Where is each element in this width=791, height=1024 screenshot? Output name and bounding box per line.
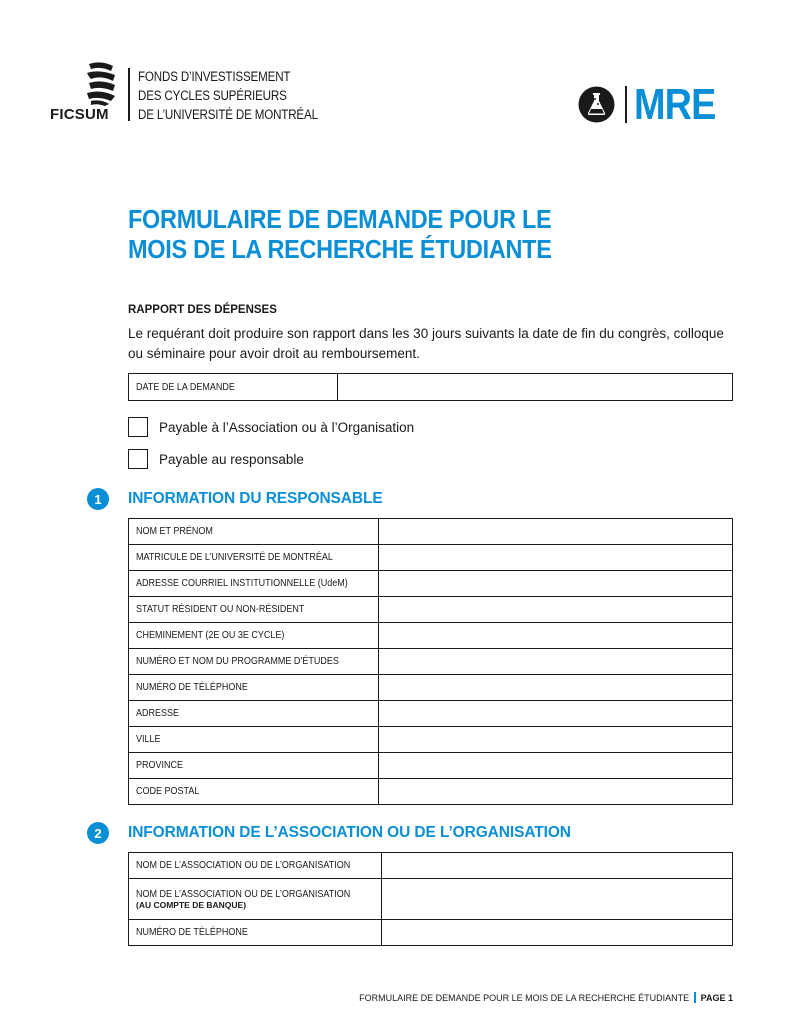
city-input[interactable] bbox=[379, 727, 733, 753]
field-label: NOM DE L’ASSOCIATION OU DE L’ORGANISATION bbox=[129, 853, 382, 879]
date-input[interactable] bbox=[337, 374, 732, 401]
page-title-line: FORMULAIRE DE DEMANDE POUR LE bbox=[128, 206, 552, 234]
page-title bbox=[128, 205, 552, 265]
field-label: STATUT RÉSIDENT OU NON-RÉSIDENT bbox=[129, 597, 379, 623]
table-row bbox=[129, 727, 733, 753]
fund-name bbox=[138, 67, 318, 124]
field-label: MATRICULE DE L’UNIVERSITÉ DE MONTRÉAL bbox=[129, 545, 379, 571]
flask-badge-icon bbox=[578, 86, 615, 123]
section-number-badge: 1 bbox=[87, 488, 109, 510]
field-label: NOM ET PRÉNOM bbox=[129, 519, 379, 545]
checkbox-label: Payable au responsable bbox=[159, 451, 304, 467]
residency-status-input[interactable] bbox=[379, 597, 733, 623]
field-label: CHEMINEMENT (2E OU 3E CYCLE) bbox=[129, 623, 379, 649]
field-label: ADRESSE bbox=[129, 701, 379, 727]
table-row bbox=[129, 920, 733, 946]
table-row bbox=[129, 879, 733, 920]
page-footer bbox=[359, 992, 733, 1003]
report-intro: Le requérant doit produire son rapport dans les 30 jours suivants la date de fin du congrès, colloque ou séminaire pour avoir droit au remboursement. bbox=[128, 326, 724, 361]
section-title: INFORMATION DU RESPONSABLE bbox=[128, 490, 383, 507]
ficsum-s-logo-icon bbox=[83, 62, 119, 106]
page-title-line: MOIS DE LA RECHERCHE ÉTUDIANTE bbox=[128, 236, 552, 264]
report-heading: RAPPORT DES DÉPENSES bbox=[128, 304, 277, 316]
checkbox[interactable] bbox=[128, 449, 148, 469]
page-number: PAGE 1 bbox=[700, 992, 733, 1003]
section-number-badge: 2 bbox=[87, 822, 109, 844]
phone-input[interactable] bbox=[379, 675, 733, 701]
province-input[interactable] bbox=[379, 753, 733, 779]
field-label: NOM DE L’ASSOCIATION OU DE L’ORGANISATION (AU COMPTE DE BANQUE) bbox=[129, 879, 382, 920]
field-note: (AU COMPTE DE BANQUE) bbox=[136, 899, 247, 910]
cycle-input[interactable] bbox=[379, 623, 733, 649]
organization-name-input[interactable] bbox=[382, 853, 733, 879]
checkbox-label: Payable à l’Association ou à l’Organisation bbox=[159, 419, 415, 435]
ficsum-wordmark: FICSUM bbox=[50, 106, 109, 123]
field-label: NUMÉRO ET NOM DU PROGRAMME D’ÉTUDES bbox=[129, 649, 379, 675]
fund-name-line: FONDS D’INVESTISSEMENT bbox=[138, 69, 291, 84]
table-row bbox=[129, 675, 733, 701]
table-row bbox=[129, 519, 733, 545]
table-row bbox=[129, 597, 733, 623]
table-row bbox=[129, 545, 733, 571]
student-id-input[interactable] bbox=[379, 545, 733, 571]
table-row bbox=[129, 571, 733, 597]
header-divider bbox=[128, 68, 130, 121]
organization-phone-input[interactable] bbox=[382, 920, 733, 946]
name-input[interactable] bbox=[379, 519, 733, 545]
field-label: VILLE bbox=[129, 727, 379, 753]
payment-option-association[interactable] bbox=[128, 417, 414, 437]
field-label: CODE POSTAL bbox=[129, 779, 379, 805]
footer-text: FORMULAIRE DE DEMANDE POUR LE MOIS DE LA RECHERCHE ÉTUDIANTE bbox=[359, 992, 690, 1003]
section-title: INFORMATION DE L’ASSOCIATION OU DE L’ORGANISATION bbox=[128, 824, 571, 841]
section-2-header bbox=[87, 822, 571, 844]
table-row bbox=[129, 701, 733, 727]
program-input[interactable] bbox=[379, 649, 733, 675]
field-label: DATE DE LA DEMANDE bbox=[129, 374, 338, 401]
field-label: PROVINCE bbox=[129, 753, 379, 779]
table-row bbox=[129, 623, 733, 649]
footer-divider bbox=[694, 992, 696, 1003]
mre-logo-text: MRE bbox=[634, 80, 716, 129]
field-label: NUMÉRO DE TÉLÉPHONE bbox=[129, 675, 379, 701]
field-label: ADRESSE COURRIEL INSTITUTIONNELLE (UdeM) bbox=[129, 571, 379, 597]
responsible-info-table bbox=[128, 518, 733, 805]
table-row bbox=[129, 753, 733, 779]
address-input[interactable] bbox=[379, 701, 733, 727]
bank-account-name-input[interactable] bbox=[382, 879, 733, 920]
table-row bbox=[129, 649, 733, 675]
table-row bbox=[129, 853, 733, 879]
table-row bbox=[129, 374, 733, 401]
fund-name-line: DE L’UNIVERSITÉ DE MONTRÉAL bbox=[138, 107, 318, 122]
postal-code-input[interactable] bbox=[379, 779, 733, 805]
email-input[interactable] bbox=[379, 571, 733, 597]
fund-name-line: DES CYCLES SUPÉRIEURS bbox=[138, 88, 287, 103]
field-label: NUMÉRO DE TÉLÉPHONE bbox=[129, 920, 382, 946]
organization-info-table bbox=[128, 852, 733, 946]
checkbox[interactable] bbox=[128, 417, 148, 437]
mre-divider bbox=[625, 86, 627, 123]
section-1-header bbox=[87, 488, 383, 510]
ficsum-logo bbox=[50, 62, 120, 124]
payment-option-responsible[interactable] bbox=[128, 449, 304, 469]
date-table bbox=[128, 373, 733, 401]
table-row bbox=[129, 779, 733, 805]
